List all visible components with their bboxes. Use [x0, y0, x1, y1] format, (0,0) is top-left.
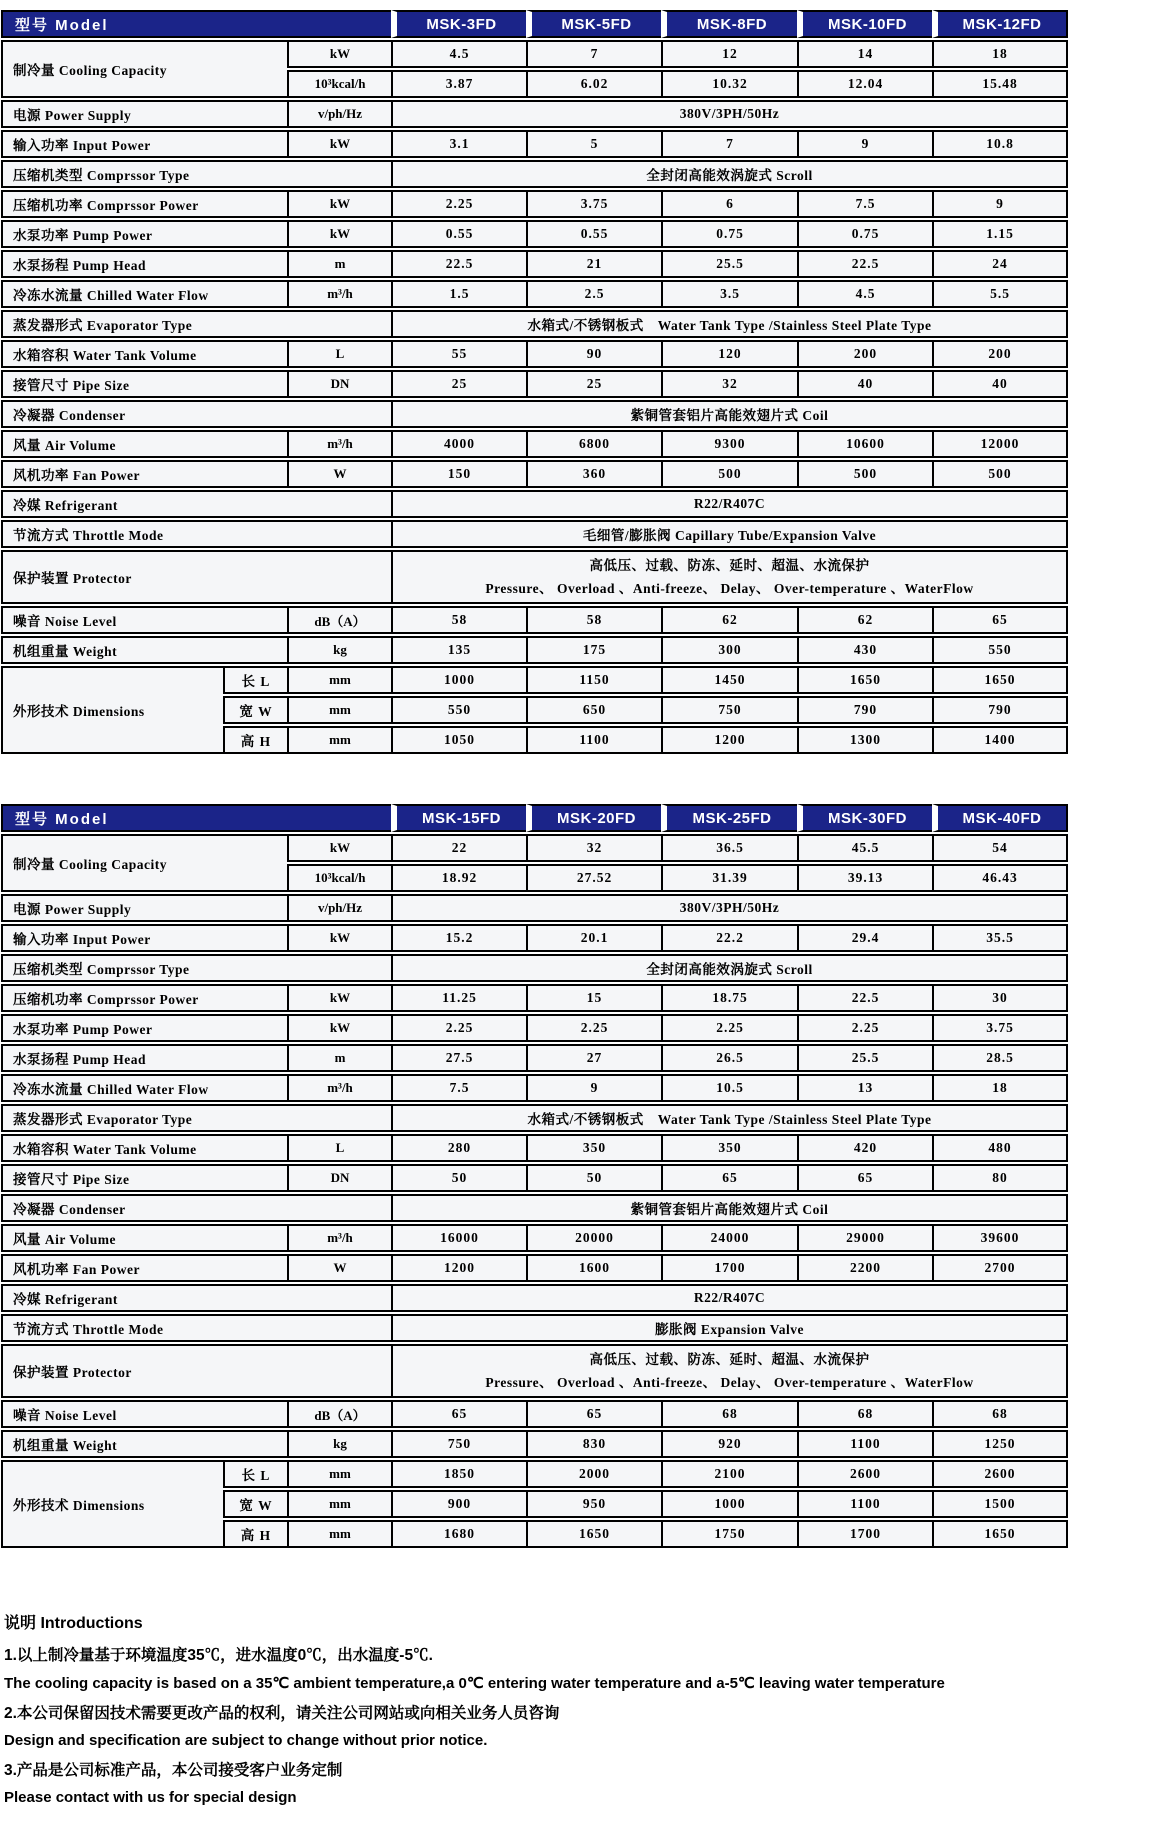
row-weight-unit: kg — [287, 1430, 391, 1458]
row-evaporator-type-label: 蒸发器形式 Evaporator Type — [1, 310, 391, 338]
cell-noise-level-msk-8fd: 62 — [661, 606, 797, 634]
row-cooling-capacity-label: 制冷量 Cooling Capacity — [1, 834, 287, 892]
row-protector-line-1: Pressure、 Overload 、Anti-freeze、 Delay、 Over-temperature 、WaterFlow — [485, 581, 974, 596]
row-protector-line-0: 高低压、过载、防冻、延时、超温、水流保护 — [589, 1352, 870, 1367]
cell-compressor-power-msk-30fd: 22.5 — [797, 984, 932, 1012]
row-dimensions-unit-1: mm — [287, 696, 391, 724]
model-header-msk-3fd: MSK-3FD — [391, 10, 526, 38]
row-cooling-capacity-unit-1: 10³kcal/h — [287, 70, 391, 98]
cell-weight-msk-15fd: 750 — [391, 1430, 526, 1458]
cell-cooling-capacity-1-msk-20fd: 27.52 — [526, 864, 661, 892]
row-cooling-capacity-unit-0: kW — [287, 834, 391, 862]
row-weight-label: 机组重量 Weight — [1, 636, 287, 664]
cell-chilled-water-flow-msk-40fd: 18 — [932, 1074, 1068, 1102]
cell-dimensions-1-msk-40fd: 1500 — [932, 1490, 1068, 1518]
note-1-en: The cooling capacity is based on a 35℃ ambient temperature,a 0℃ entering water temperature and a-5℃ leaving water temperature — [4, 1675, 945, 1692]
cell-chilled-water-flow-msk-12fd: 5.5 — [932, 280, 1068, 308]
cell-air-volume-msk-20fd: 20000 — [526, 1224, 661, 1252]
row-evaporator-type-shared-value: 水箱式/不锈钢板式 Water Tank Type /Stainless Steel Plate Type — [391, 1104, 1068, 1132]
model-column-header: 型号 Model — [1, 804, 391, 832]
row-compressor-type-shared-value: 全封闭高能效涡旋式 Scroll — [391, 954, 1068, 982]
cell-dimensions-0-msk-40fd: 2600 — [932, 1460, 1068, 1488]
row-noise-level-label: 噪音 Noise Level — [1, 606, 287, 634]
row-fan-power-unit: W — [287, 1254, 391, 1282]
cell-cooling-capacity-0-msk-12fd: 18 — [932, 40, 1068, 68]
cell-air-volume-msk-40fd: 39600 — [932, 1224, 1068, 1252]
cell-air-volume-msk-3fd: 4000 — [391, 430, 526, 458]
cell-water-tank-volume-msk-15fd: 280 — [391, 1134, 526, 1162]
cell-weight-msk-12fd: 550 — [932, 636, 1068, 664]
cell-chilled-water-flow-msk-25fd: 10.5 — [661, 1074, 797, 1102]
row-protector-line-1: Pressure、 Overload 、Anti-freeze、 Delay、 Over-temperature 、WaterFlow — [485, 1375, 974, 1390]
cell-cooling-capacity-0-msk-10fd: 14 — [797, 40, 932, 68]
cell-noise-level-msk-10fd: 62 — [797, 606, 932, 634]
cell-pump-head-msk-10fd: 22.5 — [797, 250, 932, 278]
notes-section — [4, 1610, 1160, 1806]
row-pipe-size-unit: DN — [287, 370, 391, 398]
cell-pump-power-msk-5fd: 0.55 — [526, 220, 661, 248]
note-2-zh: 2.本公司保留因技术需要更改产品的权利，请关注公司网站或向相关业务人员咨询 — [4, 1705, 560, 1722]
cell-pump-power-msk-20fd: 2.25 — [526, 1014, 661, 1042]
row-power-supply-unit: v/ph/Hz — [287, 894, 391, 922]
cell-pump-power-msk-10fd: 0.75 — [797, 220, 932, 248]
cell-pipe-size-msk-40fd: 80 — [932, 1164, 1068, 1192]
row-input-power-label: 输入功率 Input Power — [1, 130, 287, 158]
row-compressor-type-label: 压缩机类型 Comprssor Type — [1, 160, 391, 188]
cell-noise-level-msk-12fd: 65 — [932, 606, 1068, 634]
cell-pump-power-msk-40fd: 3.75 — [932, 1014, 1068, 1042]
cell-pump-head-msk-3fd: 22.5 — [391, 250, 526, 278]
row-evaporator-type-shared-value: 水箱式/不锈钢板式 Water Tank Type /Stainless Steel Plate Type — [391, 310, 1068, 338]
cell-pipe-size-msk-12fd: 40 — [932, 370, 1068, 398]
row-throttle-mode-label: 节流方式 Throttle Mode — [1, 1314, 391, 1342]
row-weight-label: 机组重量 Weight — [1, 1430, 287, 1458]
cell-compressor-power-msk-3fd: 2.25 — [391, 190, 526, 218]
spec-table-msk-3fd-to-12fd — [1, 8, 1068, 756]
cell-dimensions-1-msk-10fd: 790 — [797, 696, 932, 724]
row-air-volume-label: 风量 Air Volume — [1, 430, 287, 458]
row-compressor-power-label: 压缩机功率 Comprssor Power — [1, 984, 287, 1012]
row-noise-level-unit: dB（A） — [287, 606, 391, 634]
cell-fan-power-msk-15fd: 1200 — [391, 1254, 526, 1282]
row-pump-power-label: 水泵功率 Pump Power — [1, 220, 287, 248]
row-condenser-label: 冷凝器 Condenser — [1, 1194, 391, 1222]
cell-weight-msk-20fd: 830 — [526, 1430, 661, 1458]
cell-air-volume-msk-30fd: 29000 — [797, 1224, 932, 1252]
cell-input-power-msk-30fd: 29.4 — [797, 924, 932, 952]
row-dimensions-sublabel-0: 长 L — [223, 1460, 287, 1488]
cell-cooling-capacity-1-msk-8fd: 10.32 — [661, 70, 797, 98]
row-input-power-label: 输入功率 Input Power — [1, 924, 287, 952]
row-condenser-label: 冷凝器 Condenser — [1, 400, 391, 428]
cell-dimensions-0-msk-20fd: 2000 — [526, 1460, 661, 1488]
cell-pump-head-msk-5fd: 21 — [526, 250, 661, 278]
cell-water-tank-volume-msk-10fd: 200 — [797, 340, 932, 368]
row-refrigerant-shared-value: R22/R407C — [391, 1284, 1068, 1312]
note-3-zh: 3.产品是公司标准产品，本公司接受客户业务定制 — [4, 1762, 343, 1779]
row-refrigerant-label: 冷媒 Refrigerant — [1, 490, 391, 518]
cell-dimensions-2-msk-10fd: 1300 — [797, 726, 932, 754]
cell-cooling-capacity-0-msk-5fd: 7 — [526, 40, 661, 68]
row-input-power-unit: kW — [287, 130, 391, 158]
cell-pump-head-msk-8fd: 25.5 — [661, 250, 797, 278]
row-evaporator-type-label: 蒸发器形式 Evaporator Type — [1, 1104, 391, 1132]
cell-pump-power-msk-12fd: 1.15 — [932, 220, 1068, 248]
cell-fan-power-msk-12fd: 500 — [932, 460, 1068, 488]
cell-weight-msk-5fd: 175 — [526, 636, 661, 664]
cell-weight-msk-25fd: 920 — [661, 1430, 797, 1458]
cell-cooling-capacity-0-msk-30fd: 45.5 — [797, 834, 932, 862]
cell-input-power-msk-12fd: 10.8 — [932, 130, 1068, 158]
cell-dimensions-0-msk-15fd: 1850 — [391, 1460, 526, 1488]
cell-dimensions-0-msk-10fd: 1650 — [797, 666, 932, 694]
row-water-tank-volume-unit: L — [287, 1134, 391, 1162]
row-dimensions-sublabel-0: 长 L — [223, 666, 287, 694]
row-power-supply-unit: v/ph/Hz — [287, 100, 391, 128]
cell-chilled-water-flow-msk-30fd: 13 — [797, 1074, 932, 1102]
cell-compressor-power-msk-12fd: 9 — [932, 190, 1068, 218]
row-power-supply-label: 电源 Power Supply — [1, 100, 287, 128]
cell-cooling-capacity-0-msk-15fd: 22 — [391, 834, 526, 862]
row-refrigerant-shared-value: R22/R407C — [391, 490, 1068, 518]
cell-pump-head-msk-15fd: 27.5 — [391, 1044, 526, 1072]
spec-table-msk-15fd-to-40fd — [1, 802, 1068, 1550]
row-protector-label: 保护装置 Protector — [1, 1344, 391, 1398]
row-chilled-water-flow-label: 冷冻水流量 Chilled Water Flow — [1, 280, 287, 308]
row-power-supply-shared-value: 380V/3PH/50Hz — [391, 100, 1068, 128]
row-compressor-power-unit: kW — [287, 984, 391, 1012]
cell-dimensions-2-msk-8fd: 1200 — [661, 726, 797, 754]
cell-chilled-water-flow-msk-10fd: 4.5 — [797, 280, 932, 308]
row-dimensions-unit-0: mm — [287, 666, 391, 694]
row-air-volume-unit: m³/h — [287, 430, 391, 458]
cell-noise-level-msk-15fd: 65 — [391, 1400, 526, 1428]
row-weight-unit: kg — [287, 636, 391, 664]
row-pump-head-unit: m — [287, 1044, 391, 1072]
row-compressor-type-label: 压缩机类型 Comprssor Type — [1, 954, 391, 982]
cell-chilled-water-flow-msk-20fd: 9 — [526, 1074, 661, 1102]
row-air-volume-label: 风量 Air Volume — [1, 1224, 287, 1252]
cell-dimensions-2-msk-15fd: 1680 — [391, 1520, 526, 1548]
cell-fan-power-msk-25fd: 1700 — [661, 1254, 797, 1282]
model-header-msk-15fd: MSK-15FD — [391, 804, 526, 832]
cell-weight-msk-8fd: 300 — [661, 636, 797, 664]
cell-chilled-water-flow-msk-15fd: 7.5 — [391, 1074, 526, 1102]
cell-dimensions-1-msk-15fd: 900 — [391, 1490, 526, 1518]
cell-water-tank-volume-msk-8fd: 120 — [661, 340, 797, 368]
row-dimensions-label: 外形技术 Dimensions — [1, 1460, 223, 1548]
cell-dimensions-1-msk-20fd: 950 — [526, 1490, 661, 1518]
cell-pipe-size-msk-30fd: 65 — [797, 1164, 932, 1192]
row-fan-power-unit: W — [287, 460, 391, 488]
cell-cooling-capacity-1-msk-40fd: 46.43 — [932, 864, 1068, 892]
cell-water-tank-volume-msk-25fd: 350 — [661, 1134, 797, 1162]
row-cooling-capacity-unit-0: kW — [287, 40, 391, 68]
row-dimensions-sublabel-2: 高 H — [223, 1520, 287, 1548]
model-header-msk-5fd: MSK-5FD — [526, 10, 661, 38]
cell-compressor-power-msk-5fd: 3.75 — [526, 190, 661, 218]
row-refrigerant-label: 冷媒 Refrigerant — [1, 1284, 391, 1312]
cell-cooling-capacity-1-msk-10fd: 12.04 — [797, 70, 932, 98]
row-compressor-power-unit: kW — [287, 190, 391, 218]
cell-water-tank-volume-msk-3fd: 55 — [391, 340, 526, 368]
model-header-msk-20fd: MSK-20FD — [526, 804, 661, 832]
row-dimensions-unit-2: mm — [287, 1520, 391, 1548]
cell-cooling-capacity-0-msk-20fd: 32 — [526, 834, 661, 862]
cell-pump-head-msk-20fd: 27 — [526, 1044, 661, 1072]
cell-air-volume-msk-15fd: 16000 — [391, 1224, 526, 1252]
cell-water-tank-volume-msk-40fd: 480 — [932, 1134, 1068, 1162]
cell-dimensions-2-msk-5fd: 1100 — [526, 726, 661, 754]
cell-pump-head-msk-40fd: 28.5 — [932, 1044, 1068, 1072]
cell-dimensions-1-msk-30fd: 1100 — [797, 1490, 932, 1518]
cell-chilled-water-flow-msk-8fd: 3.5 — [661, 280, 797, 308]
row-pipe-size-label: 接管尺寸 Pipe Size — [1, 1164, 287, 1192]
row-protector-line-0: 高低压、过载、防冻、延时、超温、水流保护 — [589, 558, 870, 573]
cell-cooling-capacity-0-msk-25fd: 36.5 — [661, 834, 797, 862]
cell-chilled-water-flow-msk-5fd: 2.5 — [526, 280, 661, 308]
cell-water-tank-volume-msk-20fd: 350 — [526, 1134, 661, 1162]
cell-dimensions-2-msk-20fd: 1650 — [526, 1520, 661, 1548]
cell-dimensions-2-msk-40fd: 1650 — [932, 1520, 1068, 1548]
row-dimensions-unit-1: mm — [287, 1490, 391, 1518]
row-condenser-shared-value: 紫铜管套铝片高能效翅片式 Coil — [391, 400, 1068, 428]
cell-compressor-power-msk-10fd: 7.5 — [797, 190, 932, 218]
cell-fan-power-msk-40fd: 2700 — [932, 1254, 1068, 1282]
row-condenser-shared-value: 紫铜管套铝片高能效翅片式 Coil — [391, 1194, 1068, 1222]
row-pump-power-unit: kW — [287, 220, 391, 248]
notes-title: 说明 Introductions — [4, 1615, 143, 1632]
cell-input-power-msk-5fd: 5 — [526, 130, 661, 158]
cell-weight-msk-30fd: 1100 — [797, 1430, 932, 1458]
cell-air-volume-msk-5fd: 6800 — [526, 430, 661, 458]
row-dimensions-sublabel-1: 宽 W — [223, 696, 287, 724]
row-power-supply-shared-value: 380V/3PH/50Hz — [391, 894, 1068, 922]
row-fan-power-label: 风机功率 Fan Power — [1, 460, 287, 488]
row-dimensions-sublabel-2: 高 H — [223, 726, 287, 754]
note-3-en: Please contact with us for special design — [4, 1789, 297, 1806]
cell-water-tank-volume-msk-12fd: 200 — [932, 340, 1068, 368]
row-throttle-mode-label: 节流方式 Throttle Mode — [1, 520, 391, 548]
cell-cooling-capacity-1-msk-3fd: 3.87 — [391, 70, 526, 98]
cell-dimensions-2-msk-3fd: 1050 — [391, 726, 526, 754]
cell-fan-power-msk-30fd: 2200 — [797, 1254, 932, 1282]
row-compressor-power-label: 压缩机功率 Comprssor Power — [1, 190, 287, 218]
row-chilled-water-flow-label: 冷冻水流量 Chilled Water Flow — [1, 1074, 287, 1102]
cell-input-power-msk-10fd: 9 — [797, 130, 932, 158]
row-fan-power-label: 风机功率 Fan Power — [1, 1254, 287, 1282]
cell-fan-power-msk-10fd: 500 — [797, 460, 932, 488]
cell-fan-power-msk-3fd: 150 — [391, 460, 526, 488]
cell-pipe-size-msk-5fd: 25 — [526, 370, 661, 398]
cell-fan-power-msk-20fd: 1600 — [526, 1254, 661, 1282]
cell-air-volume-msk-12fd: 12000 — [932, 430, 1068, 458]
row-water-tank-volume-label: 水箱容积 Water Tank Volume — [1, 1134, 287, 1162]
cell-compressor-power-msk-40fd: 30 — [932, 984, 1068, 1012]
model-header-msk-30fd: MSK-30FD — [797, 804, 932, 832]
cell-pump-head-msk-25fd: 26.5 — [661, 1044, 797, 1072]
row-pump-power-label: 水泵功率 Pump Power — [1, 1014, 287, 1042]
cell-dimensions-1-msk-25fd: 1000 — [661, 1490, 797, 1518]
cell-noise-level-msk-20fd: 65 — [526, 1400, 661, 1428]
cell-dimensions-1-msk-12fd: 790 — [932, 696, 1068, 724]
cell-dimensions-1-msk-8fd: 750 — [661, 696, 797, 724]
cell-dimensions-0-msk-8fd: 1450 — [661, 666, 797, 694]
row-protector-label: 保护装置 Protector — [1, 550, 391, 604]
row-pipe-size-label: 接管尺寸 Pipe Size — [1, 370, 287, 398]
model-header-msk-8fd: MSK-8FD — [661, 10, 797, 38]
cell-cooling-capacity-0-msk-8fd: 12 — [661, 40, 797, 68]
cell-pipe-size-msk-25fd: 65 — [661, 1164, 797, 1192]
note-1-zh: 1.以上制冷量基于环境温度35℃，进水温度0℃，出水温度-5℃. — [4, 1647, 433, 1664]
cell-noise-level-msk-5fd: 58 — [526, 606, 661, 634]
row-protector-shared-value — [391, 1344, 1068, 1398]
cell-input-power-msk-8fd: 7 — [661, 130, 797, 158]
cell-pipe-size-msk-8fd: 32 — [661, 370, 797, 398]
cell-cooling-capacity-1-msk-15fd: 18.92 — [391, 864, 526, 892]
cell-water-tank-volume-msk-30fd: 420 — [797, 1134, 932, 1162]
cell-compressor-power-msk-8fd: 6 — [661, 190, 797, 218]
cell-input-power-msk-15fd: 15.2 — [391, 924, 526, 952]
model-header-msk-10fd: MSK-10FD — [797, 10, 932, 38]
cell-pump-head-msk-12fd: 24 — [932, 250, 1068, 278]
cell-dimensions-0-msk-3fd: 1000 — [391, 666, 526, 694]
model-column-header: 型号 Model — [1, 10, 391, 38]
row-water-tank-volume-unit: L — [287, 340, 391, 368]
cell-pipe-size-msk-20fd: 50 — [526, 1164, 661, 1192]
cell-input-power-msk-20fd: 20.1 — [526, 924, 661, 952]
cell-input-power-msk-25fd: 22.2 — [661, 924, 797, 952]
cell-compressor-power-msk-20fd: 15 — [526, 984, 661, 1012]
cell-input-power-msk-40fd: 35.5 — [932, 924, 1068, 952]
row-dimensions-unit-2: mm — [287, 726, 391, 754]
cell-air-volume-msk-10fd: 10600 — [797, 430, 932, 458]
cell-dimensions-0-msk-5fd: 1150 — [526, 666, 661, 694]
row-pump-power-unit: kW — [287, 1014, 391, 1042]
row-dimensions-label: 外形技术 Dimensions — [1, 666, 223, 754]
row-input-power-unit: kW — [287, 924, 391, 952]
cell-water-tank-volume-msk-5fd: 90 — [526, 340, 661, 368]
cell-dimensions-2-msk-12fd: 1400 — [932, 726, 1068, 754]
row-cooling-capacity-unit-1: 10³kcal/h — [287, 864, 391, 892]
cell-cooling-capacity-0-msk-3fd: 4.5 — [391, 40, 526, 68]
row-pump-head-unit: m — [287, 250, 391, 278]
cell-input-power-msk-3fd: 3.1 — [391, 130, 526, 158]
row-water-tank-volume-label: 水箱容积 Water Tank Volume — [1, 340, 287, 368]
cell-weight-msk-3fd: 135 — [391, 636, 526, 664]
cell-dimensions-0-msk-25fd: 2100 — [661, 1460, 797, 1488]
cell-noise-level-msk-3fd: 58 — [391, 606, 526, 634]
cell-dimensions-2-msk-30fd: 1700 — [797, 1520, 932, 1548]
cell-cooling-capacity-1-msk-25fd: 31.39 — [661, 864, 797, 892]
cell-air-volume-msk-8fd: 9300 — [661, 430, 797, 458]
row-power-supply-label: 电源 Power Supply — [1, 894, 287, 922]
row-pump-head-label: 水泵扬程 Pump Head — [1, 1044, 287, 1072]
cell-pipe-size-msk-15fd: 50 — [391, 1164, 526, 1192]
cell-chilled-water-flow-msk-3fd: 1.5 — [391, 280, 526, 308]
cell-cooling-capacity-1-msk-5fd: 6.02 — [526, 70, 661, 98]
cell-fan-power-msk-8fd: 500 — [661, 460, 797, 488]
row-chilled-water-flow-unit: m³/h — [287, 280, 391, 308]
row-dimensions-unit-0: mm — [287, 1460, 391, 1488]
row-throttle-mode-shared-value: 膨胀阀 Expansion Valve — [391, 1314, 1068, 1342]
cell-pump-power-msk-15fd: 2.25 — [391, 1014, 526, 1042]
cell-pump-power-msk-3fd: 0.55 — [391, 220, 526, 248]
row-pump-head-label: 水泵扬程 Pump Head — [1, 250, 287, 278]
row-air-volume-unit: m³/h — [287, 1224, 391, 1252]
model-header-msk-25fd: MSK-25FD — [661, 804, 797, 832]
cell-weight-msk-10fd: 430 — [797, 636, 932, 664]
cell-weight-msk-40fd: 1250 — [932, 1430, 1068, 1458]
cell-dimensions-0-msk-12fd: 1650 — [932, 666, 1068, 694]
cell-dimensions-1-msk-5fd: 650 — [526, 696, 661, 724]
row-noise-level-unit: dB（A） — [287, 1400, 391, 1428]
cell-compressor-power-msk-15fd: 11.25 — [391, 984, 526, 1012]
row-chilled-water-flow-unit: m³/h — [287, 1074, 391, 1102]
model-header-msk-12fd: MSK-12FD — [932, 10, 1068, 38]
row-noise-level-label: 噪音 Noise Level — [1, 1400, 287, 1428]
note-2-en: Design and specification are subject to change without prior notice. — [4, 1732, 488, 1749]
cell-pump-head-msk-30fd: 25.5 — [797, 1044, 932, 1072]
cell-noise-level-msk-25fd: 68 — [661, 1400, 797, 1428]
cell-pump-power-msk-8fd: 0.75 — [661, 220, 797, 248]
cell-cooling-capacity-1-msk-30fd: 39.13 — [797, 864, 932, 892]
cell-pipe-size-msk-3fd: 25 — [391, 370, 526, 398]
cell-pump-power-msk-25fd: 2.25 — [661, 1014, 797, 1042]
cell-compressor-power-msk-25fd: 18.75 — [661, 984, 797, 1012]
cell-noise-level-msk-40fd: 68 — [932, 1400, 1068, 1428]
cell-dimensions-1-msk-3fd: 550 — [391, 696, 526, 724]
model-header-msk-40fd: MSK-40FD — [932, 804, 1068, 832]
cell-air-volume-msk-25fd: 24000 — [661, 1224, 797, 1252]
row-protector-shared-value — [391, 550, 1068, 604]
row-compressor-type-shared-value: 全封闭高能效涡旋式 Scroll — [391, 160, 1068, 188]
row-pipe-size-unit: DN — [287, 1164, 391, 1192]
cell-dimensions-0-msk-30fd: 2600 — [797, 1460, 932, 1488]
cell-cooling-capacity-1-msk-12fd: 15.48 — [932, 70, 1068, 98]
row-dimensions-sublabel-1: 宽 W — [223, 1490, 287, 1518]
cell-fan-power-msk-5fd: 360 — [526, 460, 661, 488]
cell-pump-power-msk-30fd: 2.25 — [797, 1014, 932, 1042]
cell-pipe-size-msk-10fd: 40 — [797, 370, 932, 398]
cell-noise-level-msk-30fd: 68 — [797, 1400, 932, 1428]
cell-dimensions-2-msk-25fd: 1750 — [661, 1520, 797, 1548]
row-cooling-capacity-label: 制冷量 Cooling Capacity — [1, 40, 287, 98]
cell-cooling-capacity-0-msk-40fd: 54 — [932, 834, 1068, 862]
row-throttle-mode-shared-value: 毛细管/膨胀阀 Capillary Tube/Expansion Valve — [391, 520, 1068, 548]
